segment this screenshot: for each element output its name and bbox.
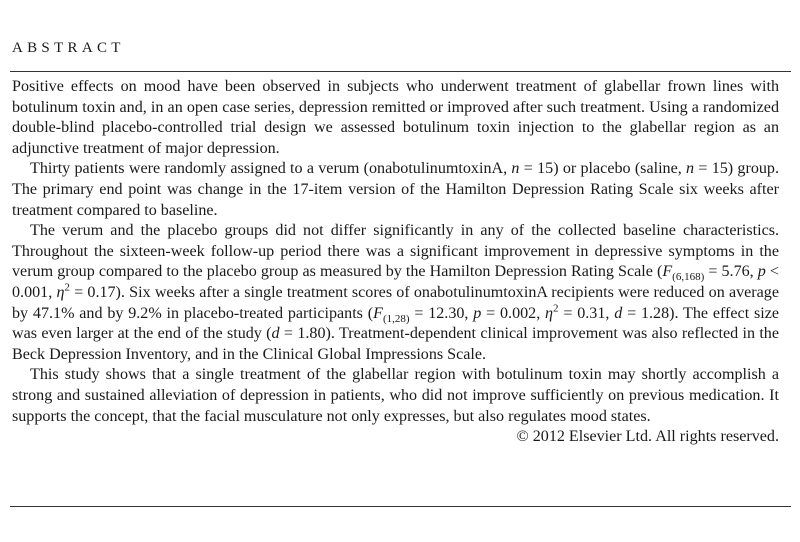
abstract-paragraph-1 <box>12 77 779 159</box>
text-run: = 0.002, <box>481 304 546 322</box>
abstract-paragraph-2 <box>12 159 779 221</box>
text-run: The verum and the placebo groups did not differ significantly in any of the collected baseline characteristics. Throughout the sixteen-week follow-up period there was a significant improvement in depressive symptoms in the verum group compared to the placebo group as measured by the Hamilton Depression Rating Scale ( <box>12 222 779 281</box>
text-run: = 12.30, <box>409 304 474 322</box>
text-run: (1,28) <box>382 312 410 325</box>
text-run: = 1.28). The effect size was even larger at the end of the study ( <box>12 304 779 343</box>
text-run: Thirty patients were randomly assigned to a verum (onabotulinumtoxinA, <box>30 160 512 178</box>
text-run: p <box>757 263 766 281</box>
text-run: n <box>511 160 520 178</box>
text-run: d <box>271 325 280 343</box>
abstract-heading: ABSTRACT <box>12 40 125 56</box>
text-run: This study shows that a single treatment of the glabellar region with botulinum toxin may shortly accomplish a strong and sustained alleviation of depression in patients, who did not improve sufficiently on previous medication. It supports the concept, that the facial musculature not only expresses, but also regulates mood states. <box>12 366 779 425</box>
copyright-notice: © 2012 Elsevier Ltd. All rights reserved. <box>516 428 779 446</box>
text-run: F <box>662 263 673 281</box>
text-run: η <box>545 304 554 322</box>
text-run: = 1.80). Treatment-dependent clinical improvement was also reflected in the Beck Depression Inventory, and in the Clinical Global Impressions Scale. <box>12 325 779 363</box>
bottom-divider <box>10 506 791 507</box>
text-run: η <box>56 283 65 301</box>
text-run: = 15) group. The primary end point was change in the 17-item version of the Hamilton Depression Rating Scale six weeks after treatment compared to baseline. <box>12 160 780 219</box>
text-run: < 0.001, <box>12 263 779 301</box>
text-run: F <box>373 304 383 322</box>
text-run: = 0.31, <box>558 304 615 322</box>
text-run: = 5.76, <box>704 263 758 281</box>
abstract-paragraph-3 <box>12 221 779 365</box>
text-run: d <box>614 304 623 322</box>
text-run: Positive effects on mood have been observed in subjects who underwent treatment of glabellar frown lines with botulinum toxin and, in an open case series, depression remitted or improved after such treatment. Using a randomized double-blind placebo-controlled trial design we assessed botulinum toxin injection to the glabellar region as an adjunctive treatment of major depression. <box>12 78 779 157</box>
abstract-body <box>12 77 779 448</box>
abstract-paragraph-4 <box>12 365 779 427</box>
text-run: 2 <box>553 302 559 315</box>
text-run: = 0.17). Six weeks after a single treatment scores of onabotulinumtoxinA recipients were reduced on average by 47.1% and by 9.2% in placebo-treated participants ( <box>12 283 779 322</box>
text-run: 2 <box>64 281 70 294</box>
text-run: n <box>686 160 695 178</box>
top-divider <box>10 71 791 72</box>
text-run: p <box>473 304 482 322</box>
text-run: = 15) or placebo (saline, <box>519 160 687 178</box>
text-run: (6,168) <box>672 271 705 284</box>
